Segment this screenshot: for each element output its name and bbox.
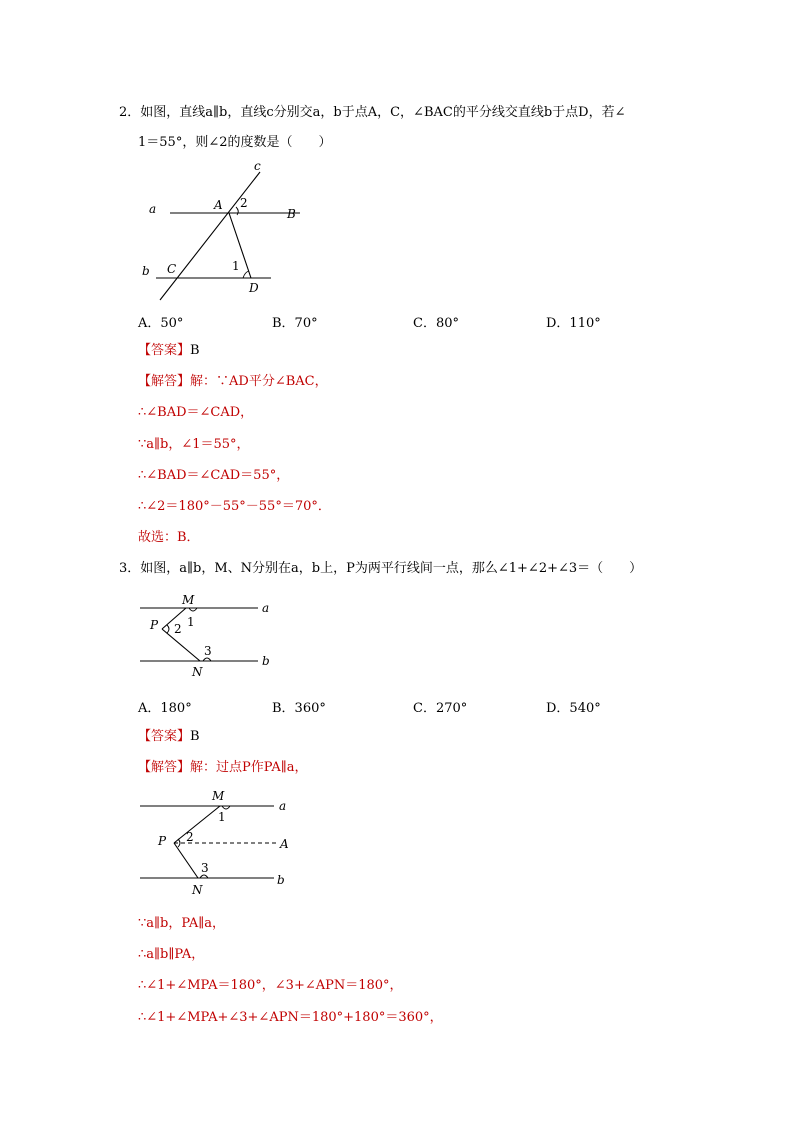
q2-stem-text1: 如图，直线a∥b，直线c分别交a，b于点A，C，∠BAC的平分线交直线b于点D，若∠: [140, 105, 626, 120]
q3-label-N: N: [192, 665, 203, 679]
q2-label-C: C: [167, 262, 177, 276]
q3-number: 3．: [119, 561, 141, 576]
q2-option-d: D．110°: [546, 316, 601, 331]
q2-solution-line6: 故选：B．: [138, 530, 200, 545]
q3s-label-3: 3: [201, 861, 209, 875]
q2-option-a: A．50°: [138, 316, 184, 331]
q3s-label-b: b: [277, 873, 285, 887]
q3-answer-tag: 【答案】: [138, 729, 191, 744]
q2-solution-line1: [138, 373, 328, 391]
q2-stem-line2: 1＝55°，则∠2的度数是（ ）: [138, 135, 332, 150]
q3-solution-line3: ∴a∥b∥PA，: [138, 947, 205, 962]
q3-answer-line: [138, 728, 200, 746]
q3-figure: [138, 592, 288, 677]
q3s-label-A: A: [280, 837, 289, 851]
q2-solution-line2: ∴∠BAD＝∠CAD，: [138, 405, 254, 420]
q2-solution-line3: ∵a∥b，∠1＝55°，: [138, 437, 250, 452]
q3s-label-1: 1: [218, 810, 226, 824]
q3s-label-a: a: [279, 799, 287, 813]
q3-stem-text: 如图，a∥b，M、N分别在a，b上，P为两平行线间一点，那么∠1+∠2+∠3＝（ ）: [140, 561, 643, 576]
q3-label-1: 1: [187, 615, 195, 629]
q3-label-a: a: [262, 601, 270, 615]
q3s-label-N: N: [192, 883, 203, 897]
q3s-label-2: 2: [186, 830, 194, 844]
q2-label-b: b: [142, 264, 150, 278]
q2-number: 2．: [119, 105, 141, 120]
q3-solution-line2: ∵a∥b，PA∥a，: [138, 916, 226, 931]
q2-answer-line: [138, 342, 200, 360]
q2-figure: [140, 160, 340, 300]
q3-stem-line: [119, 560, 642, 578]
q3-label-M: M: [182, 593, 195, 607]
q3-solution-line5: ∴∠1+∠MPA+∠3+∠APN＝180°+180°＝360°，: [138, 1010, 443, 1025]
q3-option-a: A．180°: [138, 701, 192, 716]
q3-solution-figure: [138, 788, 308, 898]
q3-answer: B: [190, 729, 200, 744]
q2-answer-tag: 【答案】: [138, 343, 191, 358]
q2-label-1: 1: [232, 259, 240, 273]
q2-option-c: C．80°: [413, 316, 459, 331]
q2-label-2: 2: [240, 196, 248, 210]
q2-label-B: B: [287, 207, 296, 221]
q3s-label-M: M: [212, 789, 225, 803]
q2-stem-line1: [119, 104, 625, 122]
q3-option-b: B．360°: [272, 701, 326, 716]
q2-option-b: B．70°: [272, 316, 318, 331]
q2-answer: B: [190, 343, 200, 358]
q2-label-a: a: [149, 202, 157, 216]
q3-label-b: b: [262, 654, 270, 668]
q2-label-c: c: [254, 159, 261, 173]
q2-solution-text1: 解：∵AD平分∠BAC，: [190, 374, 328, 389]
q3-solution-line1: [138, 759, 307, 777]
q3-option-d: D．540°: [546, 701, 601, 716]
q3-option-c: C．270°: [413, 701, 468, 716]
q3-label-3: 3: [204, 644, 212, 658]
q3-solution-text1: 解：过点P作PA∥a，: [190, 760, 308, 775]
q3-solution-line4: ∴∠1+∠MPA＝180°，∠3+∠APN＝180°，: [138, 978, 403, 993]
q3s-label-P: P: [158, 834, 167, 848]
q2-label-D: D: [249, 281, 259, 295]
q2-solution-line5: ∴∠2＝180°－55°－55°＝70°．: [138, 499, 331, 514]
q2-solution-tag: 【解答】: [138, 374, 191, 389]
q3-label-2: 2: [174, 622, 182, 636]
q3-solution-tag: 【解答】: [138, 760, 191, 775]
q2-solution-line4: ∴∠BAD＝∠CAD＝55°，: [138, 468, 290, 483]
q3-label-P: P: [150, 618, 159, 632]
q2-label-A: A: [214, 198, 223, 212]
